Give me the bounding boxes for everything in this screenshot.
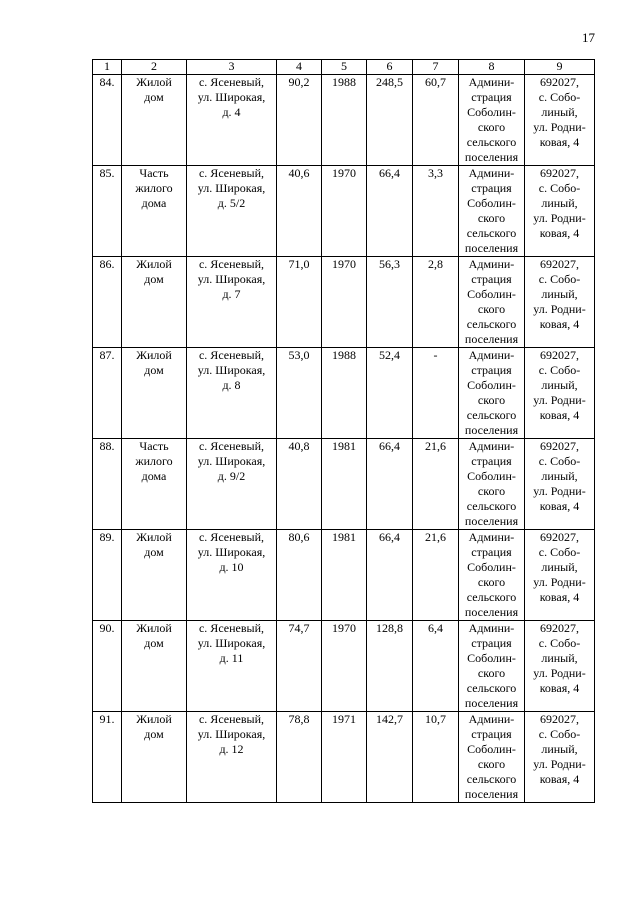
year-value: 1970 xyxy=(322,166,367,257)
owner-name-line: сельского xyxy=(466,226,517,240)
owner-address-line: линый, xyxy=(541,287,578,301)
object-type xyxy=(122,621,187,712)
table-row xyxy=(93,166,595,257)
owner-name-line: Админи- xyxy=(468,348,515,362)
object-type-line: Жилой xyxy=(136,348,172,362)
object-address-line: д. 5/2 xyxy=(217,196,246,210)
owner-name-line: ского xyxy=(477,302,506,316)
area-value: 90,2 xyxy=(277,75,322,166)
table-row xyxy=(93,439,595,530)
table-row xyxy=(93,530,595,621)
object-type-line: жилого xyxy=(135,454,173,468)
value-col7: - xyxy=(413,348,459,439)
owner-address-line: ул. Родни- xyxy=(533,757,586,771)
value-col6: 66,4 xyxy=(367,439,413,530)
object-type xyxy=(122,348,187,439)
owner-name-line: ского xyxy=(477,757,506,771)
year-value: 1970 xyxy=(322,257,367,348)
owner-name-line: Соболин- xyxy=(467,651,516,665)
table-row xyxy=(93,621,595,712)
value-col6: 142,7 xyxy=(367,712,413,803)
owner-name xyxy=(459,621,525,712)
object-address-line: д. 11 xyxy=(219,651,244,665)
owner-address-line: ул. Родни- xyxy=(533,120,586,134)
owner-address-line: 692027, xyxy=(540,257,579,271)
owner-name-line: сельского xyxy=(466,135,517,149)
owner-address xyxy=(525,530,595,621)
object-type-line: Часть xyxy=(139,439,169,453)
owner-address-line: 692027, xyxy=(540,439,579,453)
owner-name xyxy=(459,712,525,803)
owner-name-line: ского xyxy=(477,393,506,407)
value-col6: 52,4 xyxy=(367,348,413,439)
object-type xyxy=(122,75,187,166)
owner-address-line: 692027, xyxy=(540,75,579,89)
object-type-line: Жилой xyxy=(136,530,172,544)
value-col7: 21,6 xyxy=(413,439,459,530)
object-address-line: с. Ясеневый, xyxy=(198,75,265,89)
owner-address-line: линый, xyxy=(541,196,578,210)
column-header: 4 xyxy=(277,60,322,75)
owner-address-line: ковая, 4 xyxy=(539,135,580,149)
owner-address-line: с. Собо- xyxy=(538,545,581,559)
area-value: 80,6 xyxy=(277,530,322,621)
owner-address-line: с. Собо- xyxy=(538,181,581,195)
object-type-line: дом xyxy=(144,90,164,104)
value-col6: 66,4 xyxy=(367,166,413,257)
owner-name-line: сельского xyxy=(466,317,517,331)
owner-name-line: ского xyxy=(477,666,506,680)
object-address-line: ул. Широкая, xyxy=(197,181,266,195)
column-header: 1 xyxy=(93,60,122,75)
value-col7: 60,7 xyxy=(413,75,459,166)
column-header: 9 xyxy=(525,60,595,75)
object-type-line: дом xyxy=(144,636,164,650)
object-type-line: дом xyxy=(144,545,164,559)
owner-address-line: 692027, xyxy=(540,712,579,726)
column-header: 6 xyxy=(367,60,413,75)
row-number: 91. xyxy=(93,712,122,803)
value-col7: 3,3 xyxy=(413,166,459,257)
owner-address-line: с. Собо- xyxy=(538,272,581,286)
owner-name-line: страция xyxy=(471,181,512,195)
year-value: 1981 xyxy=(322,439,367,530)
owner-name-line: Админи- xyxy=(468,257,515,271)
row-number: 87. xyxy=(93,348,122,439)
area-value: 40,8 xyxy=(277,439,322,530)
owner-name-line: поселения xyxy=(464,423,519,437)
owner-name-line: страция xyxy=(471,545,512,559)
owner-name-line: Соболин- xyxy=(467,469,516,483)
value-col7: 6,4 xyxy=(413,621,459,712)
owner-address-line: ковая, 4 xyxy=(539,681,580,695)
page-number: 17 xyxy=(582,30,595,45)
owner-address-line: с. Собо- xyxy=(538,90,581,104)
owner-address xyxy=(525,75,595,166)
object-address-line: ул. Широкая, xyxy=(197,90,266,104)
owner-name xyxy=(459,166,525,257)
owner-address xyxy=(525,166,595,257)
object-type-line: дом xyxy=(144,272,164,286)
owner-name-line: поселения xyxy=(464,332,519,346)
owner-name xyxy=(459,530,525,621)
value-col7: 21,6 xyxy=(413,530,459,621)
object-address-line: с. Ясеневый, xyxy=(198,348,265,362)
owner-name-line: поселения xyxy=(464,696,519,710)
owner-address-line: ковая, 4 xyxy=(539,317,580,331)
object-type xyxy=(122,166,187,257)
owner-address-line: 692027, xyxy=(540,530,579,544)
object-type-line: дом xyxy=(144,363,164,377)
row-number: 84. xyxy=(93,75,122,166)
column-header: 5 xyxy=(322,60,367,75)
owner-name-line: поселения xyxy=(464,787,519,801)
area-value: 78,8 xyxy=(277,712,322,803)
owner-address xyxy=(525,257,595,348)
object-address-line: д. 4 xyxy=(222,105,241,119)
object-address xyxy=(187,75,277,166)
object-address-line: д. 8 xyxy=(222,378,241,392)
owner-name-line: поселения xyxy=(464,605,519,619)
owner-name-line: Соболин- xyxy=(467,560,516,574)
owner-address-line: с. Собо- xyxy=(538,454,581,468)
owner-address-line: 692027, xyxy=(540,166,579,180)
value-col6: 128,8 xyxy=(367,621,413,712)
object-address xyxy=(187,712,277,803)
owner-address-line: линый, xyxy=(541,651,578,665)
owner-name-line: Соболин- xyxy=(467,196,516,210)
owner-address-line: ковая, 4 xyxy=(539,499,580,513)
object-address-line: с. Ясеневый, xyxy=(198,530,265,544)
area-value: 71,0 xyxy=(277,257,322,348)
value-col7: 2,8 xyxy=(413,257,459,348)
area-value: 74,7 xyxy=(277,621,322,712)
owner-address-line: с. Собо- xyxy=(538,727,581,741)
row-number: 90. xyxy=(93,621,122,712)
owner-address-line: с. Собо- xyxy=(538,636,581,650)
owner-address-line: ул. Родни- xyxy=(533,666,586,680)
owner-address-line: линый, xyxy=(541,742,578,756)
owner-name-line: ского xyxy=(477,211,506,225)
owner-name-line: Соболин- xyxy=(467,378,516,392)
owner-name-line: Админи- xyxy=(468,166,515,180)
object-address-line: с. Ясеневый, xyxy=(198,166,265,180)
object-address-line: д. 12 xyxy=(219,742,244,756)
owner-address xyxy=(525,621,595,712)
owner-address-line: ковая, 4 xyxy=(539,590,580,604)
object-address xyxy=(187,439,277,530)
owner-name-line: страция xyxy=(471,636,512,650)
owner-address xyxy=(525,348,595,439)
object-address-line: ул. Широкая, xyxy=(197,363,266,377)
object-type xyxy=(122,712,187,803)
value-col7: 10,7 xyxy=(413,712,459,803)
owner-name-line: Админи- xyxy=(468,75,515,89)
object-type xyxy=(122,439,187,530)
object-address-line: д. 9/2 xyxy=(217,469,246,483)
row-number: 88. xyxy=(93,439,122,530)
year-value: 1981 xyxy=(322,530,367,621)
owner-name-line: Соболин- xyxy=(467,742,516,756)
year-value: 1988 xyxy=(322,348,367,439)
owner-address-line: линый, xyxy=(541,469,578,483)
object-type-line: дом xyxy=(144,727,164,741)
owner-address-line: ул. Родни- xyxy=(533,484,586,498)
object-type-line: жилого xyxy=(135,181,173,195)
column-header: 7 xyxy=(413,60,459,75)
owner-address-line: линый, xyxy=(541,378,578,392)
owner-address-line: ул. Родни- xyxy=(533,393,586,407)
owner-name-line: страция xyxy=(471,272,512,286)
object-address-line: с. Ясеневый, xyxy=(198,439,265,453)
object-type-line: Часть xyxy=(139,166,169,180)
owner-name-line: Админи- xyxy=(468,439,515,453)
year-value: 1971 xyxy=(322,712,367,803)
table-row xyxy=(93,348,595,439)
owner-name xyxy=(459,257,525,348)
object-address xyxy=(187,348,277,439)
owner-name-line: поселения xyxy=(464,150,519,164)
owner-name-line: страция xyxy=(471,363,512,377)
value-col6: 66,4 xyxy=(367,530,413,621)
object-type-line: дома xyxy=(141,196,167,210)
owner-address-line: с. Собо- xyxy=(538,363,581,377)
table-header-row xyxy=(93,60,595,75)
object-address-line: ул. Широкая, xyxy=(197,727,266,741)
object-address-line: д. 10 xyxy=(219,560,244,574)
object-type-line: Жилой xyxy=(136,257,172,271)
object-address xyxy=(187,166,277,257)
owner-name-line: Соболин- xyxy=(467,287,516,301)
owner-name-line: Админи- xyxy=(468,712,515,726)
owner-address-line: 692027, xyxy=(540,621,579,635)
table-row xyxy=(93,712,595,803)
owner-address xyxy=(525,439,595,530)
area-value: 53,0 xyxy=(277,348,322,439)
object-address-line: с. Ясеневый, xyxy=(198,712,265,726)
owner-name-line: поселения xyxy=(464,241,519,255)
owner-name-line: сельского xyxy=(466,499,517,513)
object-address-line: ул. Широкая, xyxy=(197,272,266,286)
owner-name-line: Админи- xyxy=(468,621,515,635)
owner-address-line: ковая, 4 xyxy=(539,408,580,422)
year-value: 1970 xyxy=(322,621,367,712)
value-col6: 56,3 xyxy=(367,257,413,348)
year-value: 1988 xyxy=(322,75,367,166)
row-number: 89. xyxy=(93,530,122,621)
owner-address-line: ковая, 4 xyxy=(539,772,580,786)
object-address-line: д. 7 xyxy=(222,287,241,301)
object-address-line: с. Ясеневый, xyxy=(198,257,265,271)
owner-name xyxy=(459,348,525,439)
object-type-line: Жилой xyxy=(136,712,172,726)
owner-name-line: поселения xyxy=(464,514,519,528)
owner-address-line: ковая, 4 xyxy=(539,226,580,240)
value-col6: 248,5 xyxy=(367,75,413,166)
owner-address-line: линый, xyxy=(541,560,578,574)
owner-name-line: Админи- xyxy=(468,530,515,544)
owner-name xyxy=(459,75,525,166)
object-type-line: дома xyxy=(141,469,167,483)
row-number: 85. xyxy=(93,166,122,257)
column-header: 8 xyxy=(459,60,525,75)
owner-address-line: ул. Родни- xyxy=(533,575,586,589)
table-row xyxy=(93,75,595,166)
owner-name-line: сельского xyxy=(466,590,517,604)
owner-name-line: страция xyxy=(471,454,512,468)
owner-address-line: линый, xyxy=(541,105,578,119)
property-register-table xyxy=(92,59,595,803)
object-address xyxy=(187,530,277,621)
owner-name-line: сельского xyxy=(466,772,517,786)
owner-name-line: сельского xyxy=(466,681,517,695)
object-address xyxy=(187,257,277,348)
owner-address-line: ул. Родни- xyxy=(533,211,586,225)
owner-name xyxy=(459,439,525,530)
column-header: 3 xyxy=(187,60,277,75)
object-address-line: с. Ясеневый, xyxy=(198,621,265,635)
object-address-line: ул. Широкая, xyxy=(197,454,266,468)
object-type-line: Жилой xyxy=(136,621,172,635)
owner-name-line: ского xyxy=(477,120,506,134)
owner-name-line: Соболин- xyxy=(467,105,516,119)
table-row xyxy=(93,257,595,348)
owner-address-line: 692027, xyxy=(540,348,579,362)
object-type xyxy=(122,257,187,348)
owner-name-line: ского xyxy=(477,575,506,589)
column-header: 2 xyxy=(122,60,187,75)
owner-address xyxy=(525,712,595,803)
object-address-line: ул. Широкая, xyxy=(197,636,266,650)
object-address-line: ул. Широкая, xyxy=(197,545,266,559)
row-number: 86. xyxy=(93,257,122,348)
area-value: 40,6 xyxy=(277,166,322,257)
owner-name-line: страция xyxy=(471,727,512,741)
owner-address-line: ул. Родни- xyxy=(533,302,586,316)
object-address xyxy=(187,621,277,712)
owner-name-line: сельского xyxy=(466,408,517,422)
object-type xyxy=(122,530,187,621)
owner-name-line: страция xyxy=(471,90,512,104)
object-type-line: Жилой xyxy=(136,75,172,89)
owner-name-line: ского xyxy=(477,484,506,498)
